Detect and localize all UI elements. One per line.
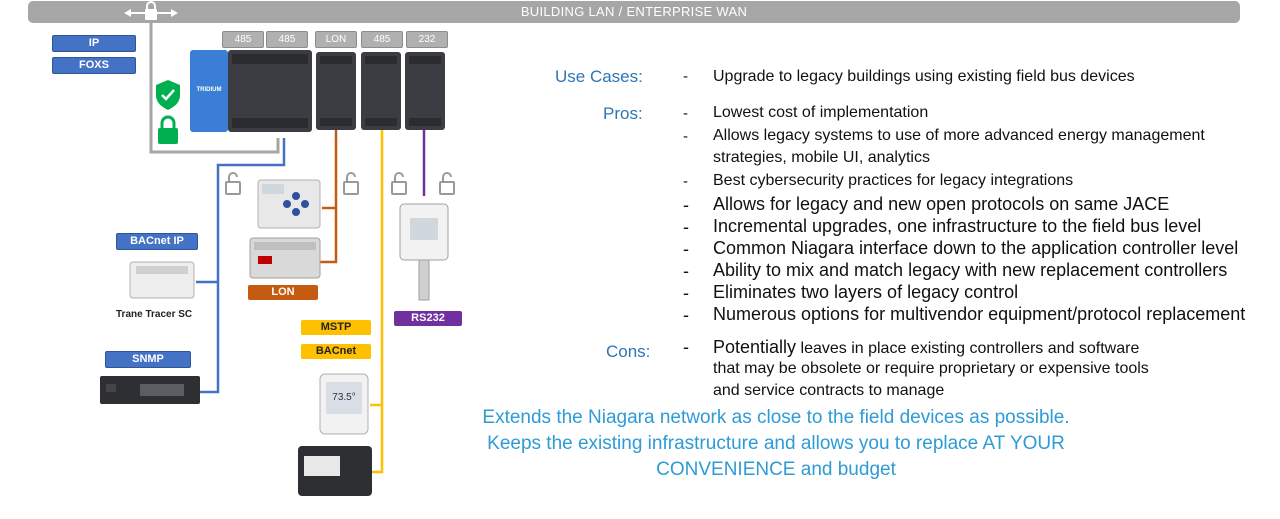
cons-item-line2: that may be obsolete or require proprietary or expensive tools (713, 360, 1149, 377)
trane-label: Trane Tracer SC (116, 309, 193, 320)
pros-item: Lowest cost of implementation (713, 104, 929, 121)
bullet-dash: - (683, 337, 689, 357)
bacnet-ip-tag: BACnet IP (116, 233, 198, 250)
pros-heading: Pros: (603, 104, 643, 123)
jace-brand-label: TRIDIUM (196, 87, 222, 93)
jace-controller (190, 50, 445, 132)
mstp-controller (298, 446, 372, 496)
snmp-switch (100, 376, 200, 404)
bullet-dash: - (683, 283, 689, 303)
lon-wire (318, 130, 336, 262)
rs232-sensor (400, 204, 448, 300)
lan-lock-icon (145, 2, 157, 20)
bullet-dash: - (683, 105, 688, 122)
use-case-item: Upgrade to legacy buildings using existing field bus devices (713, 68, 1135, 85)
bullet-dash: - (683, 261, 689, 281)
trane-tracer-device (130, 262, 194, 298)
port-tag: 485 (361, 31, 403, 48)
pros-item: strategies, mobile UI, analytics (713, 149, 930, 166)
lan-banner: BUILDING LAN / ENTERPRISE WAN (28, 1, 1240, 23)
secure-lock-icon (158, 117, 178, 144)
lon-io-controller (250, 238, 320, 278)
pros-item: Numerous options for multivendor equipment/protocol replacement (713, 304, 1246, 324)
pros-item: Allows for legacy and new open protocols on same JACE (713, 194, 1170, 214)
footer-line: Keeps the existing infrastructure and allows you to replace AT YOUR (487, 433, 1065, 454)
bullet-dash: - (683, 195, 689, 215)
lon-tag: LON (248, 285, 318, 300)
footer-line: Extends the Niagara network as close to the field devices as possible. (482, 407, 1070, 428)
lon-keypad-controller (258, 180, 320, 228)
port-tag: 232 (406, 31, 448, 48)
cons-item-line1 (713, 337, 1139, 358)
use-cases-heading: Use Cases: (555, 67, 643, 86)
pros-item: Best cybersecurity practices for legacy integrations (713, 172, 1074, 189)
pros-item: Ability to mix and match legacy with new replacement controllers (713, 260, 1228, 280)
ip-tag: IP (52, 35, 136, 52)
mstp-wire (372, 130, 382, 472)
thermostat-reading: 73.5° (332, 392, 356, 403)
footer-line: CONVENIENCE and budget (656, 459, 896, 480)
port-tag: 485 (222, 31, 264, 48)
unlocked-icon (344, 173, 358, 194)
port-tag: 485 (266, 31, 308, 48)
pros-item: Allows legacy systems to use of more advanced energy management (713, 127, 1205, 144)
bullet-dash: - (683, 128, 688, 145)
cons-item-line3: and service contracts to manage (713, 382, 945, 399)
bullet-dash: - (683, 68, 688, 85)
rs232-tag: RS232 (394, 311, 462, 326)
secure-shield-icon (156, 80, 180, 110)
mstp-tag: MSTP (301, 320, 371, 335)
snmp-tag: SNMP (105, 351, 191, 368)
foxs-tag: FOXS (52, 57, 136, 74)
thermostat (320, 374, 368, 434)
bullet-dash: - (683, 173, 688, 190)
port-tag: LON (315, 31, 357, 48)
bullet-dash: - (683, 217, 689, 237)
pros-item: Eliminates two layers of legacy control (713, 282, 1019, 302)
pros-item: Common Niagara interface down to the application controller level (713, 238, 1239, 258)
bullet-dash: - (683, 305, 689, 325)
unlocked-icon (226, 173, 240, 194)
cons-text: leaves in place existing controllers and software (796, 340, 1140, 357)
cons-heading: Cons: (606, 342, 651, 361)
unlocked-icon (440, 173, 454, 194)
unlocked-icon (392, 173, 406, 194)
pros-item: Incremental upgrades, one infrastructure to the field bus level (713, 216, 1202, 236)
cons-lead-word: Potentially (713, 337, 797, 357)
bacnet-tag: BACnet (301, 344, 371, 359)
bullet-dash: - (683, 239, 689, 259)
